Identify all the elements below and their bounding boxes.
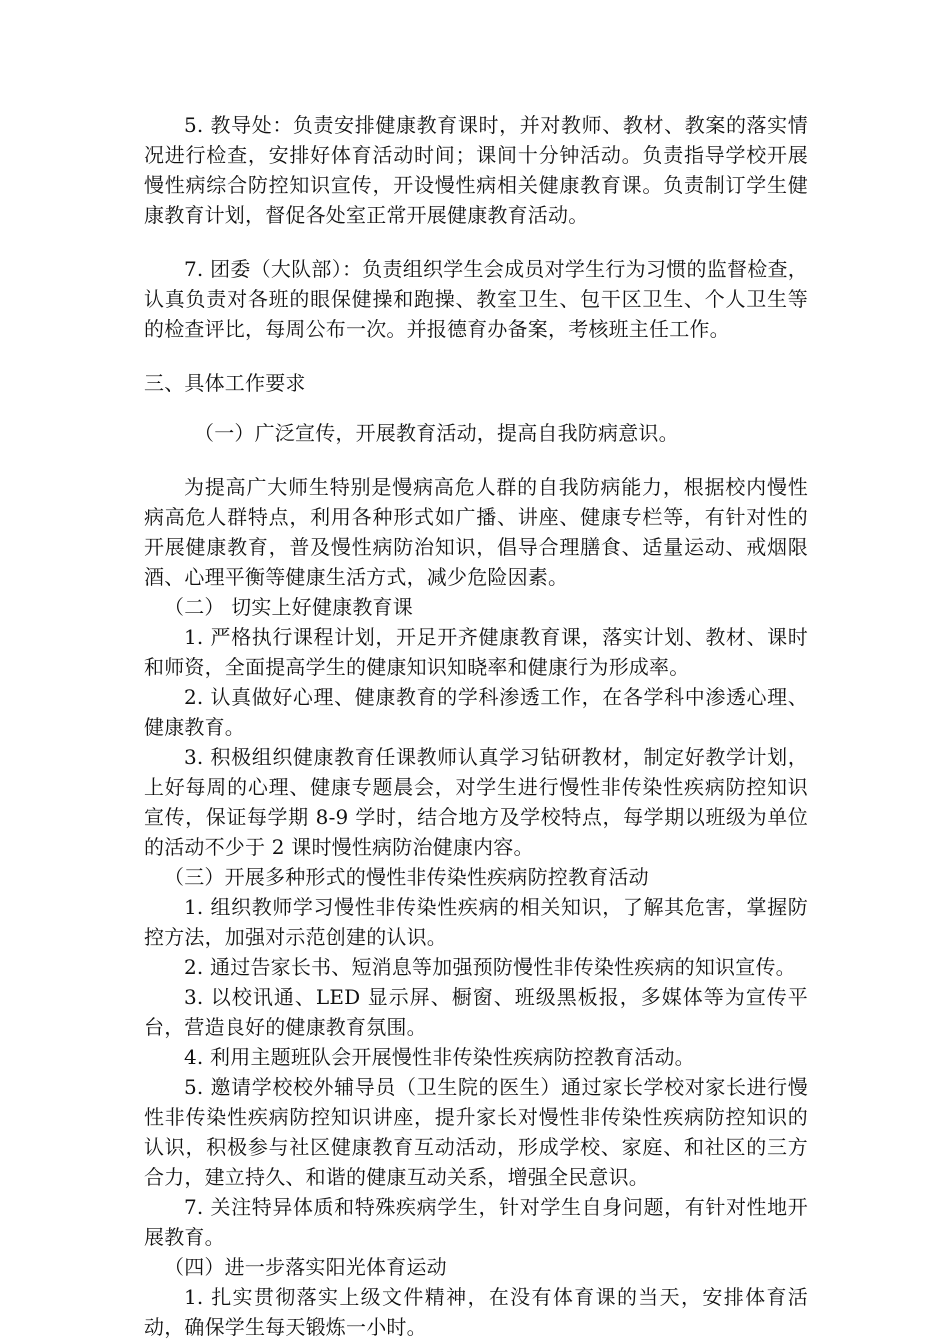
subheading-health-class: （二） 切实上好健康教育课 bbox=[164, 595, 413, 619]
list-item-health-class-3: 3. 积极组织健康教育任课教师认真学习钻研教材，制定好教学计划，上好每周的心理、健康专题晨会，对学生进行慢性非传染性疾病防控知识宣传，保证每学期 8-9 学时，结合地方及学校特点，每学期以班级为单位的活动不少于 2 课时慢性病防治健康内容。 bbox=[144, 745, 808, 859]
list-item-health-class-2: 2. 认真做好心理、健康教育的学科渗透工作，在各学科中渗透心理、健康教育。 bbox=[144, 685, 808, 739]
list-item-health-class-1: 1. 严格执行课程计划，开足开齐健康教育课，落实计划、教材、课时和师资，全面提高学生的健康知识知晓率和健康行为形成率。 bbox=[144, 625, 808, 679]
document-body bbox=[144, 110, 808, 1342]
subheading-sunshine-sports: （四）进一步落实阳光体育运动 bbox=[164, 1255, 447, 1279]
paragraph-tuanwei: 7. 团委（大队部）：负责组织学生会成员对学生行为习惯的监督检查，认真负责对各班的眼保健操和跑操、教室卫生、包干区卫生、个人卫生等的检查评比，每周公布一次。并报德育办备案，考核班主任工作。 bbox=[144, 257, 808, 341]
subheading-activities: （三）开展多种形式的慢性非传染性疾病防控教育活动 bbox=[164, 865, 649, 889]
list-item-activities-7: 7. 关注特异体质和特殊疾病学生，针对学生自身问题，有针对性地开展教育。 bbox=[144, 1195, 808, 1249]
section-heading-requirements: 三、具体工作要求 bbox=[144, 371, 306, 395]
list-item-sunshine-sports-1: 1. 扎实贯彻落实上级文件精神，在没有体育课的当天，安排体育活动，确保学生每天锻炼一小时。 bbox=[144, 1285, 808, 1339]
list-item-activities-5: 5. 邀请学校校外辅导员（卫生院的医生）通过家长学校对家长进行慢性非传染性疾病防控知识讲座，提升家长对慢性非传染性疾病防控知识的认识，积极参与社区健康教育互动活动，形成学校、家庭、和社区的三方合力，建立持久、和谐的健康互动关系，增强全民意识。 bbox=[144, 1075, 808, 1189]
list-item-activities-3: 3. 以校讯通、LED 显示屏、橱窗、班级黑板报，多媒体等为宣传平台，营造良好的健康教育氛围。 bbox=[144, 985, 808, 1039]
subheading-publicity: （一）广泛宣传，开展教育活动，提高自我防病意识。 bbox=[194, 421, 679, 445]
list-item-activities-1: 1. 组织教师学习慢性非传染性疾病的相关知识，了解其危害，掌握防控方法，加强对示范创建的认识。 bbox=[144, 895, 808, 949]
paragraph-jiaodaochu: 5. 教导处：负责安排健康教育课时，并对教师、教材、教案的落实情况进行检查，安排好体育活动时间；课间十分钟活动。负责指导学校开展慢性病综合防控知识宣传，开设慢性病相关健康教育课。负责制订学生健康教育计划，督促各处室正常开展健康教育活动。 bbox=[144, 113, 808, 227]
paragraph-publicity-body: 为提高广大师生特别是慢病高危人群的自我防病能力，根据校内慢性病高危人群特点，利用各种形式如广播、讲座、健康专栏等，有针对性的开展健康教育，普及慢性病防治知识，倡导合理膳食、适量运动、戒烟限酒、心理平衡等健康生活方式，减少危险因素。 bbox=[144, 475, 808, 589]
list-item-activities-4: 4. 利用主题班队会开展慢性非传染性疾病防控教育活动。 bbox=[184, 1045, 695, 1069]
list-item-activities-2: 2. 通过告家长书、短消息等加强预防慢性非传染性疾病的知识宣传。 bbox=[184, 955, 796, 979]
